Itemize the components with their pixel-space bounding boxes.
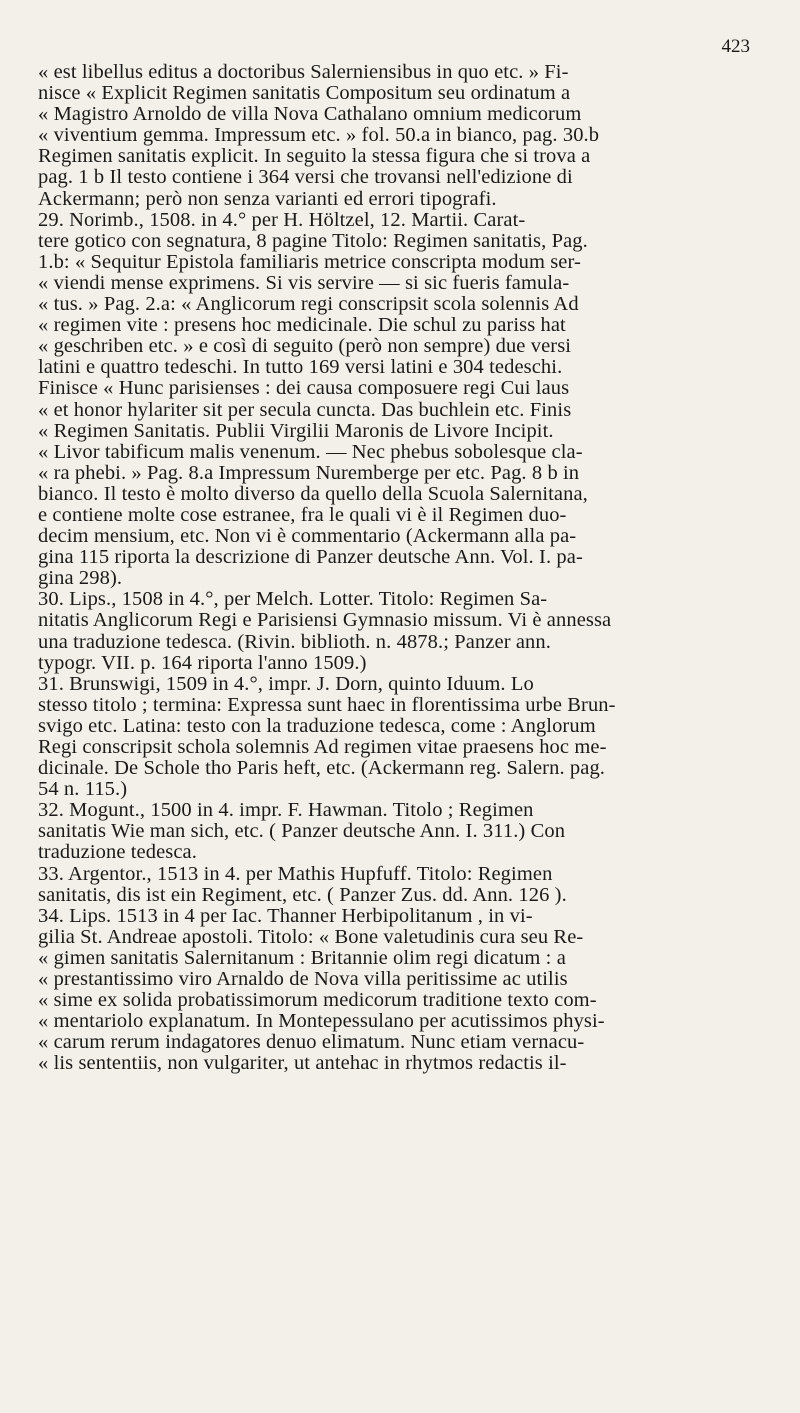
text-line: pag. 1 b Il testo contiene i 364 versi che trovansi nell'edizione di	[38, 167, 573, 189]
text-line: 1.b: « Sequitur Epistola familiaris metrice conscripta modum ser-	[38, 251, 581, 273]
text-line: nisce « Explicit Regimen sanitatis Compositum seu ordinatum a	[38, 83, 571, 105]
text-line: « ra phebi. » Pag. 8.a Impressum Nuremberge per etc. Pag. 8 b in	[38, 462, 580, 484]
text-line: 30. Lips., 1508 in 4.°, per Melch. Lotter. Titolo: Regimen Sa-	[38, 589, 548, 611]
text-line: gina 115 riporta la descrizione di Panzer deutsche Ann. Vol. I. pa-	[38, 547, 583, 569]
text-line: « tus. » Pag. 2.a: « Anglicorum regi conscripsit scola solennis Ad	[38, 294, 579, 316]
text-line: dicinale. De Schole tho Paris heft, etc. (Ackermann reg. Salern. pag.	[38, 758, 606, 780]
text-line: « viendi mense exprimens. Si vis servire — si sic fueris famula-	[38, 272, 570, 294]
text-line: 34. Lips. 1513 in 4 per Iac. Thanner Herbipolitanum , in vi-	[38, 905, 533, 927]
text-line: « geschriben etc. » e così di seguito (però non sempre) due versi	[38, 336, 572, 358]
text-line: « est libellus editus a doctoribus Salerniensibus in quo etc. » Fi-	[38, 62, 569, 83]
text-line: Ackermann; però non senza varianti ed errori tipografi.	[38, 188, 497, 210]
text-line: « regimen vite : presens hoc medicinale. Die schul zu pariss hat	[38, 315, 566, 337]
text-line: bianco. Il testo è molto diverso da quello della Scuola Salernitana,	[38, 483, 588, 505]
text-line: traduzione tedesca.	[38, 842, 197, 864]
text-line: « Regimen Sanitatis. Publii Virgilii Maronis de Livore Incipit.	[38, 420, 554, 442]
text-line: 31. Brunswigi, 1509 in 4.°, impr. J. Dorn, quinto Iduum. Lo	[38, 673, 534, 695]
body-text	[38, 62, 754, 1075]
text-line: nitatis Anglicorum Regi e Parisiensi Gymnasio missum. Vi è annessa	[38, 610, 612, 632]
text-line: « carum rerum indagatores denuo elimatum. Nunc etiam vernacu-	[38, 1032, 585, 1054]
text-line: « gimen sanitatis Salernitanum : Britannie olim regi dicatum : a	[38, 947, 566, 969]
text-line: « mentariolo explanatum. In Montepessulano per acutissimos physi-	[38, 1011, 605, 1033]
text-line: svigo etc. Latina: testo con la traduzione tedesca, come : Anglorum	[38, 715, 596, 737]
text-line: Regi conscripsit schola solemnis Ad regimen vitae praesens hoc me-	[38, 737, 607, 758]
text-line: latini e quattro tedeschi. In tutto 169 versi latini e 304 tedeschi.	[38, 357, 563, 379]
text-line: « viventium gemma. Impressum etc. » fol. 50.a in bianco, pag. 30.b	[38, 125, 600, 147]
text-line: typogr. VII. p. 164 riporta l'anno 1509.)	[38, 652, 367, 674]
text-line: 54 n. 115.)	[38, 779, 128, 801]
text-line: stesso titolo ; termina: Expressa sunt haec in florentissima urbe Brun-	[38, 694, 616, 716]
text-line: sanitatis Wie man sich, etc. ( Panzer deutsche Ann. I. 311.) Con	[38, 821, 566, 843]
text-line: decim mensium, etc. Non vi è commentario (Ackermann alla pa-	[38, 526, 577, 548]
text-line: « Livor tabificum malis venenum. — Nec phebus sobolesque cla-	[38, 441, 583, 463]
text-line: 29. Norimb., 1508. in 4.° per H. Höltzel, 12. Martii. Carat-	[38, 209, 526, 231]
text-line: « prestantissimo viro Arnaldo de Nova villa peritissime ac utilis	[38, 969, 568, 991]
text-line: una traduzione tedesca. (Rivin. biblioth. n. 4878.; Panzer ann.	[38, 631, 551, 653]
text-line: Regimen sanitatis explicit. In seguito la stessa figura che si trova a	[38, 146, 591, 168]
text-line: tere gotico con segnatura, 8 pagine Titolo: Regimen sanitatis, Pag.	[38, 230, 588, 252]
text-line: « et honor hylariter sit per secula cuncta. Das buchlein etc. Finis	[38, 399, 572, 421]
text-line: e contiene molte cose estranee, fra le quali vi è il Regimen duo-	[38, 504, 567, 526]
text-line: gina 298).	[38, 568, 123, 590]
text-line: 32. Mogunt., 1500 in 4. impr. F. Hawman. Titolo ; Regimen	[38, 800, 534, 822]
text-line: gilia St. Andreae apostoli. Titolo: « Bone valetudinis cura seu Re-	[38, 926, 584, 948]
text-line: 33. Argentor., 1513 in 4. per Mathis Hupfuff. Titolo: Regimen	[38, 863, 553, 885]
text-line: « lis sententiis, non vulgariter, ut antehac in rhytmos redactis il-	[38, 1053, 567, 1075]
text-line: Finisce « Hunc parisienses : dei causa composuere regi Cui laus	[38, 378, 570, 400]
text-line: « sime ex solida probatissimorum medicorum traditione texto com-	[38, 990, 597, 1012]
text-line: « Magistro Arnoldo de villa Nova Cathalano omnium medicorum	[38, 104, 582, 126]
page-number: 423	[721, 36, 750, 57]
text-line: sanitatis, dis ist ein Regiment, etc. ( Panzer Zus. dd. Ann. 126 ).	[38, 884, 567, 906]
